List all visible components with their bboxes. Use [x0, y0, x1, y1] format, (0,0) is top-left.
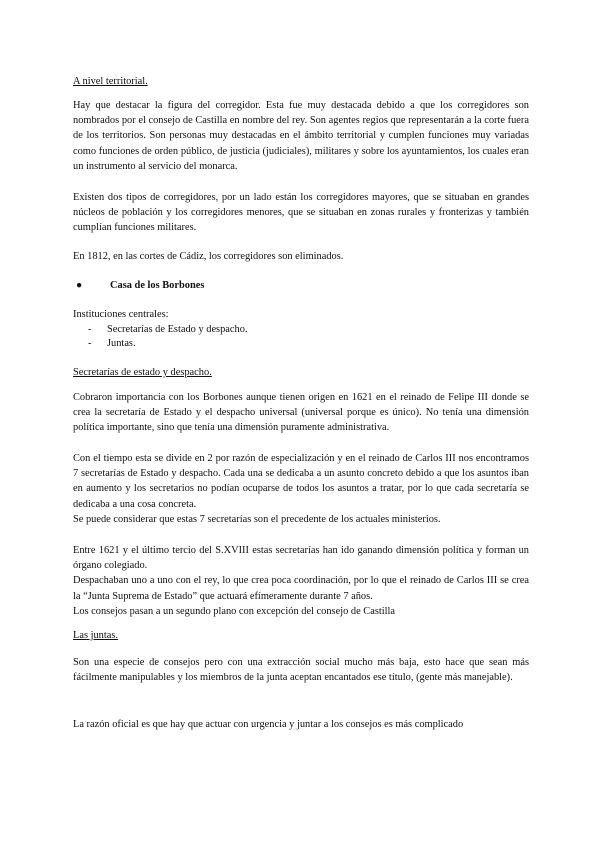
paragraph-line-group: Con el tiempo esta se divide en 2 por razón de especialización y en el reinado de Carlos III nos encontramos 7 secretarías de Estado y despacho. Cada una se dedicaba a un asunto concreto debido a que los asuntos iban en aumento y los secretarios no podían ocuparse de todos los asuntos a tratar, por lo que cada secretaría se dedicaba a una cosa concreta.: [73, 453, 529, 510]
paragraph-corregidor: Hay que destacar la figura del corregidor. Esta fue muy destacada debido a que los corregidores son nombrados por el consejo de Castilla en nombre del rey. Son agentes regios que representarán a la corte fuera de los territorios. Son personas muy destacadas en el ámbito territorial y cumplen funciones muy variadas como funciones de orden público, de justicia (judiciales), militares y sobre los ayuntamientos, los cuales eran un instrumento al servicio del monarca.: [73, 100, 529, 172]
section-heading-territorial: A nivel territorial.: [73, 76, 148, 87]
dash-marker: -: [88, 324, 92, 335]
instituciones-list: [88, 322, 528, 350]
list-item: [88, 322, 528, 336]
paragraph-cortes-cadiz: En 1812, en las cortes de Cádiz, los corregidores son eliminados.: [73, 251, 344, 262]
list-item-text: Secretarías de Estado y despacho.: [107, 324, 248, 335]
paragraph-juntas: Son una especie de consejos pero con una extracción social mucho más baja, esto hace que sean más fácilmente manipulables y los miembros de la junta aceptan encantados ese título, (gente más manejable).: [73, 657, 529, 684]
bullet-casa-borbones: [76, 278, 516, 293]
paragraph-dimension-politica: [73, 543, 529, 619]
paragraph-line-group: Los consejos pasan a un segundo plano con excepción del consejo de Castilla: [73, 605, 396, 617]
dash-marker: -: [88, 338, 92, 349]
paragraph-line-group: Despachaban uno a uno con el rey, lo que crea poca coordinación, por lo que el reinado de Carlos III se crea la “Junta Suprema de Estado” que actuará efímeramente durante 7 años.: [73, 575, 529, 602]
bullet-text: Casa de los Borbones: [110, 280, 205, 291]
list-item-text: Juntas.: [107, 338, 136, 349]
paragraph-origen-secretarias: Cobraron importancia con los Borbones aunque tienen origen en 1621 en el reinado de Felipe III donde se crea la secretaría de Estado y el despacho universal (universal porque es único). No tenía una dimensión política importante, sino que tenía una dimensión puramente administrativa.: [73, 392, 529, 434]
section-heading-juntas: Las juntas.: [73, 630, 119, 641]
paragraph-division-secretarias: [73, 451, 529, 527]
paragraph-tipos-corregidores: Existen dos tipos de corregidores, por un lado están los corregidores mayores, que se situaban en grandes núcleos de población y los corregidores menores, que se situaban en zonas rurales y fronterizas y también cumplían funciones militares.: [73, 192, 529, 234]
paragraph-line-group: Entre 1621 y el último tercio del S.XVIII estas secretarías han ido ganando dimensión política y forman un órgano colegiado.: [73, 545, 529, 572]
section-heading-secretarias: Secretarías de estado y despacho.: [73, 367, 212, 378]
paragraph-razon-oficial: La razón oficial es que hay que actuar con urgencia y juntar a los consejos es más complicado: [73, 719, 464, 730]
paragraph-line-group: Se puede considerar que estas 7 secretarías son el precedente de los actuales ministerios.: [73, 513, 441, 525]
list-item: [88, 336, 528, 350]
bullet-dot-icon: ●: [76, 280, 83, 291]
instituciones-label: Instituciones centrales:: [73, 309, 169, 320]
